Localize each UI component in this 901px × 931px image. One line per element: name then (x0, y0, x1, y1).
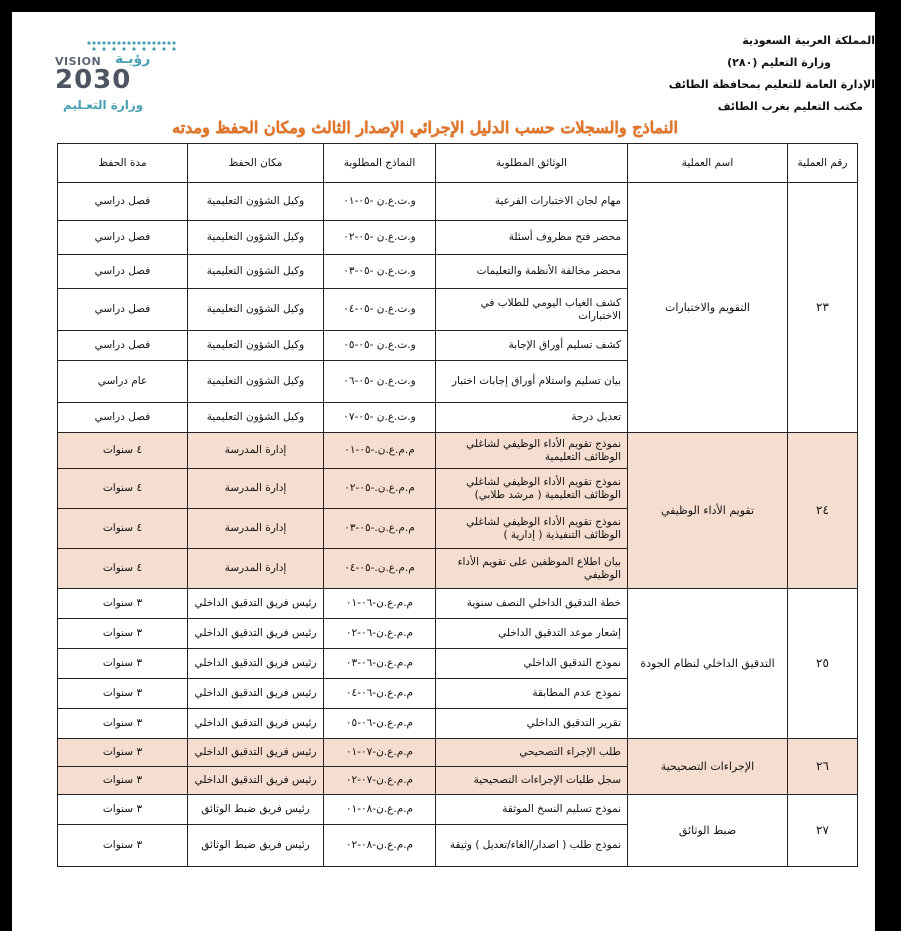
logo-vision-arabic: رؤيـة (115, 51, 151, 67)
table-row (58, 183, 858, 221)
required-document: نموذج تقويم الأداء الوظيفي لشاغلي الوظائف التعليمية ( مرشد طلابي) (436, 469, 628, 509)
process-name: التقويم والاختبارات (628, 183, 788, 433)
required-document: طلب الإجراء التصحيحي (436, 739, 628, 767)
storage-place: إدارة المدرسة (188, 433, 324, 469)
required-document: كشف الغياب اليومي للطلاب في الاختبارات (436, 289, 628, 331)
retention-period: ٤ سنوات (58, 509, 188, 549)
retention-period: ٤ سنوات (58, 549, 188, 589)
storage-place: إدارة المدرسة (188, 549, 324, 589)
page-title: النماذج والسجلات حسب الدليل الإجرائي الإصدار الثالث ومكان الحفظ ومدته (172, 118, 678, 137)
required-document: خطة التدقيق الداخلي النصف سنوية (436, 589, 628, 619)
required-document: نموذج تقويم الأداء الوظيفي لشاغلي الوظائف التنفيذية ( إدارية ) (436, 509, 628, 549)
storage-place: رئيس فريق التدقيق الداخلي (188, 767, 324, 795)
process-name: الإجراءات التصحيحية (628, 739, 788, 795)
process-number: ٢٦ (788, 739, 858, 795)
process-number: ٢٣ (788, 183, 858, 433)
retention-period: ٣ سنوات (58, 649, 188, 679)
header-line-ministry: وزارة التعليم (٢٨٠) (727, 56, 831, 69)
header-line-office: مكتب التعليم بغرب الطائف (717, 100, 863, 113)
storage-place: وكيل الشؤون التعليمية (188, 221, 324, 255)
retention-period: فصل دراسي (58, 255, 188, 289)
retention-period: ٣ سنوات (58, 619, 188, 649)
form-code: م.م.ع.ن-٠٦-٠٥ (324, 709, 436, 739)
logo-ministry-text: وزارة التعـليم (63, 98, 144, 112)
form-code: و.ت.ع.ن -٠٥-٠٢ (324, 221, 436, 255)
required-document: محضر فتح مظروف أسئلة (436, 221, 628, 255)
letterhead (555, 30, 875, 118)
process-number: ٢٥ (788, 589, 858, 739)
process-name: ضبط الوثائق (628, 795, 788, 867)
col-header-place: مكان الحفظ (188, 144, 324, 183)
retention-period: ٣ سنوات (58, 589, 188, 619)
form-code: م.م.ع.ن-٠٨-٠١ (324, 795, 436, 825)
form-code: م.م.ع.ن-٠٦-٠٤ (324, 679, 436, 709)
col-header-forms: النماذج المطلوبة (324, 144, 436, 183)
storage-place: رئيس فريق ضبط الوثائق (188, 795, 324, 825)
form-code: و.ت.ع.ن -٠٥-٠٣ (324, 255, 436, 289)
required-document: نموذج عدم المطابقة (436, 679, 628, 709)
table-row (58, 433, 858, 469)
process-number: ٢٧ (788, 795, 858, 867)
retention-period: فصل دراسي (58, 331, 188, 361)
retention-period: ٣ سنوات (58, 795, 188, 825)
form-code: م.م.ع.ن-٠٧-٠٢ (324, 767, 436, 795)
logo-year: 2030 (55, 65, 132, 95)
required-document: مهام لجان الاختبارات الفرعية (436, 183, 628, 221)
table-row (58, 795, 858, 825)
storage-place: رئيس فريق التدقيق الداخلي (188, 619, 324, 649)
required-document: إشعار موعد التدقيق الداخلي (436, 619, 628, 649)
process-name: تقويم الأداء الوظيفي (628, 433, 788, 589)
col-header-num: رقم العملية (788, 144, 858, 183)
form-code: م.م.ع.ن.-٠٥-٠٢ (324, 469, 436, 509)
storage-place: وكيل الشؤون التعليمية (188, 183, 324, 221)
storage-place: رئيس فريق التدقيق الداخلي (188, 739, 324, 767)
storage-place: وكيل الشؤون التعليمية (188, 331, 324, 361)
retention-period: ٣ سنوات (58, 679, 188, 709)
form-code: و.ت.ع.ن -٠٥-٠٤ (324, 289, 436, 331)
required-document: تعديل درجة (436, 403, 628, 433)
required-document: تقرير التدقيق الداخلي (436, 709, 628, 739)
required-document: نموذج تقويم الأداء الوظيفي لشاغلي الوظائف التعليمية (436, 433, 628, 469)
storage-place: رئيس فريق التدقيق الداخلي (188, 709, 324, 739)
form-code: م.م.ع.ن-٠٦-٠١ (324, 589, 436, 619)
logo-vision-text: VISION (55, 55, 102, 68)
table-row (58, 739, 858, 767)
form-code: م.م.ع.ن-٠٧-٠١ (324, 739, 436, 767)
form-code: و.ت.ع.ن -٠٥-٠١ (324, 183, 436, 221)
storage-place: إدارة المدرسة (188, 469, 324, 509)
storage-place: رئيس فريق ضبط الوثائق (188, 825, 324, 867)
form-code: و.ت.ع.ن -٠٥-٠٧ (324, 403, 436, 433)
form-code: م.م.ع.ن.-٠٥-٠٤ (324, 549, 436, 589)
storage-place: إدارة المدرسة (188, 509, 324, 549)
header-line-kingdom: المملكة العربية السعودية (742, 34, 875, 47)
storage-place: رئيس فريق التدقيق الداخلي (188, 649, 324, 679)
page-edge (875, 0, 901, 931)
retention-period: ٣ سنوات (58, 739, 188, 767)
required-document: بيان اطلاع الموظفين على تقويم الأداء الوظيفي (436, 549, 628, 589)
form-code: و.ت.ع.ن -٠٥-٠٦ (324, 361, 436, 403)
required-document: كشف تسليم أوراق الإجابة (436, 331, 628, 361)
col-header-documents: الوثائق المطلوبة (436, 144, 628, 183)
storage-place: وكيل الشؤون التعليمية (188, 361, 324, 403)
retention-period: ٣ سنوات (58, 709, 188, 739)
storage-place: وكيل الشؤون التعليمية (188, 255, 324, 289)
required-document: نموذج تسليم النسخ الموثقة (436, 795, 628, 825)
records-table (57, 143, 858, 867)
col-header-process: اسم العملية (628, 144, 788, 183)
form-code: م.م.ع.ن.-٠٥-٠٣ (324, 509, 436, 549)
retention-period: ٣ سنوات (58, 825, 188, 867)
retention-period: ٣ سنوات (58, 767, 188, 795)
required-document: سجل طلبات الإجراءات التصحيحية (436, 767, 628, 795)
form-code: م.م.ع.ن-٠٨-٠٢ (324, 825, 436, 867)
form-code: م.م.ع.ن-٠٦-٠٣ (324, 649, 436, 679)
col-header-duration: مدة الحفظ (58, 144, 188, 183)
retention-period: فصل دراسي (58, 221, 188, 255)
retention-period: ٤ سنوات (58, 433, 188, 469)
table-row (58, 589, 858, 619)
header-line-directorate: الإدارة العامة للتعليم بمحافظة الطائف (668, 78, 875, 91)
retention-period: فصل دراسي (58, 403, 188, 433)
required-document: بيان تسليم واستلام أوراق إجابات اختبار (436, 361, 628, 403)
required-document: محضر مخالفة الأنظمة والتعليمات (436, 255, 628, 289)
retention-period: عام دراسي (58, 361, 188, 403)
retention-period: فصل دراسي (58, 289, 188, 331)
required-document: نموذج طلب ( اصدار/الغاء/تعديل ) وثيقة (436, 825, 628, 867)
retention-period: فصل دراسي (58, 183, 188, 221)
table-body (58, 183, 858, 867)
storage-place: رئيس فريق التدقيق الداخلي (188, 679, 324, 709)
table-header-row (58, 144, 858, 183)
storage-place: وكيل الشؤون التعليمية (188, 289, 324, 331)
form-code: م.م.ع.ن.-٠٥-٠١ (324, 433, 436, 469)
form-code: و.ت.ع.ن -٠٥-٠٥ (324, 331, 436, 361)
storage-place: رئيس فريق التدقيق الداخلي (188, 589, 324, 619)
storage-place: وكيل الشؤون التعليمية (188, 403, 324, 433)
process-name: التدقيق الداخلي لنظام الجودة (628, 589, 788, 739)
vision-2030-logo (55, 38, 185, 114)
required-document: نموذج التدقيق الداخلي (436, 649, 628, 679)
retention-period: ٤ سنوات (58, 469, 188, 509)
process-number: ٢٤ (788, 433, 858, 589)
form-code: م.م.ع.ن-٠٦-٠٢ (324, 619, 436, 649)
